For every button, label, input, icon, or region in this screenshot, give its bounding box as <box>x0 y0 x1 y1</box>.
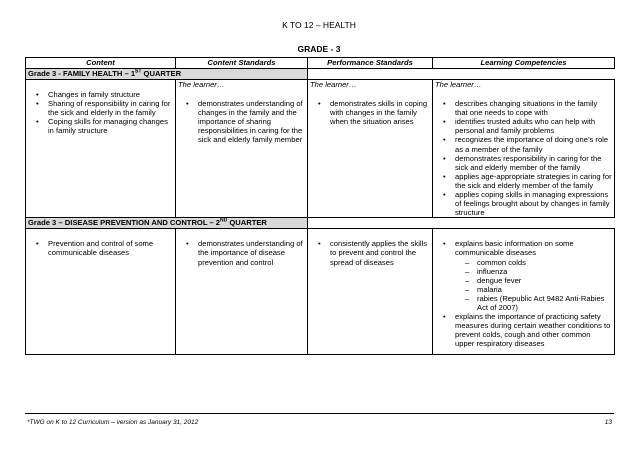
list-item: – rabies (Republic Act 9482 Anti-Rabies Act of 2007) <box>477 294 612 312</box>
list-item: • demonstrates understanding of the importance of disease prevention and control <box>198 239 305 266</box>
column-header-content: Content <box>26 58 176 69</box>
learner-intro: The learner… <box>435 80 482 89</box>
content-cell <box>26 229 176 355</box>
disease-list <box>455 258 612 313</box>
list-item: • recognizes the importance of doing one’s role as a member of the family <box>455 135 612 153</box>
content-standards-list <box>178 99 305 144</box>
column-header-content-standards: Content Standards <box>176 58 308 69</box>
learning-competencies-list <box>435 99 612 217</box>
learner-intro: The learner… <box>178 80 225 89</box>
list-item: • demonstrates responsibility in caring for the sick and elderly member of the family <box>455 154 612 172</box>
list-item: • Sharing of responsibility in caring for the sick and elderly in the family <box>48 99 173 117</box>
list-item: • applies coping skills in managing expressions of feelings brought about by changes in family structure <box>455 190 612 217</box>
list-item: • Changes in family structure <box>48 90 173 99</box>
section-heading-spacer <box>308 218 615 229</box>
section-heading-row <box>26 218 615 229</box>
column-header-learning-competencies: Learning Competencies <box>433 58 615 69</box>
list-item: • identifies trusted adults who can help with personal and family problems <box>455 117 612 135</box>
list-item: • applies age-appropriate strategies in caring for the sick and elderly member of the family <box>455 172 612 190</box>
content-standards-cell <box>176 80 308 218</box>
performance-standards-cell <box>308 80 433 218</box>
list-item <box>455 239 612 312</box>
column-header-performance-standards: Performance Standards <box>308 58 433 69</box>
list-item: – common colds <box>477 258 612 267</box>
performance-standards-list <box>310 99 430 126</box>
list-item: • explains the importance of practicing safety measures during certain weather conditions to prevent colds, cough and other common upper respiratory diseases <box>455 312 612 348</box>
content-list <box>28 239 173 257</box>
document-title: K TO 12 – HEALTH <box>282 20 356 30</box>
list-item: • Prevention and control of some communicable diseases <box>48 239 173 257</box>
content-list <box>28 90 173 135</box>
section-heading-row <box>26 69 615 80</box>
performance-standards-list <box>310 239 430 266</box>
learning-competencies-list <box>435 239 612 348</box>
footer-note: *TWG on K to 12 Curriculum – version as January 31, 2012 <box>27 419 199 426</box>
grade-title: GRADE - 3 <box>297 44 341 54</box>
section-heading-family-health: Grade 3 - FAMILY HEALTH – 1ST QUARTER <box>26 69 308 80</box>
table-row <box>26 80 615 218</box>
list-item: – malaria <box>477 285 612 294</box>
learner-intro: The learner… <box>310 80 357 89</box>
section-heading-disease-prevention: Grade 3 – DISEASE PREVENTION AND CONTROL – 2ND QUARTER <box>26 218 308 229</box>
page-number: 13 <box>604 419 612 426</box>
section-heading-spacer <box>308 69 615 80</box>
list-item: • describes changing situations in the family that one needs to cope with <box>455 99 612 117</box>
learning-competencies-cell <box>433 229 615 355</box>
table-header-row <box>26 58 615 69</box>
performance-standards-cell <box>308 229 433 355</box>
list-item: • Coping skills for managing changes in family structure <box>48 117 173 135</box>
content-cell <box>26 80 176 218</box>
footer-divider <box>25 413 614 414</box>
list-item: • demonstrates skills in coping with changes in the family when the situation arises <box>330 99 430 126</box>
list-item: – influenza <box>477 267 612 276</box>
competency-text: explains basic information on some communicable diseases <box>455 239 574 258</box>
content-standards-list <box>178 239 305 266</box>
content-standards-cell <box>176 229 308 355</box>
learning-competencies-cell <box>433 80 615 218</box>
curriculum-table <box>25 57 615 355</box>
list-item: • consistently applies the skills to prevent and control the spread of diseases <box>330 239 430 266</box>
list-item: – dengue fever <box>477 276 612 285</box>
table-row <box>26 229 615 355</box>
list-item: • demonstrates understanding of changes in the family and the importance of sharing responsibilities in caring for the sick and elderly family member <box>198 99 305 144</box>
